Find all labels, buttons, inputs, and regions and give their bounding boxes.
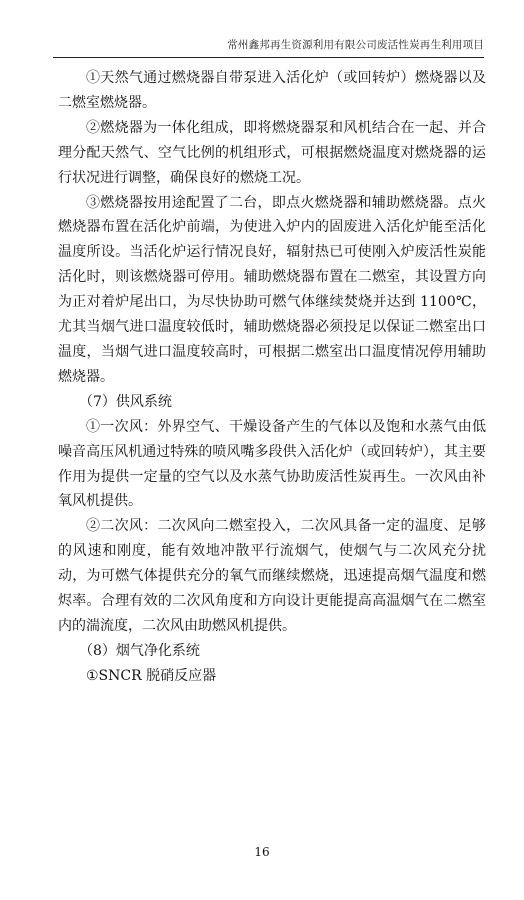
paragraph-secondary-air: ②二次风：二次风向二燃室投入，二次风具备一定的温度、足够的风速和刚度，能有效地冲散平行流烟气，使烟气与二次风充分扰动，为可燃气体提供充分的氧气而继续燃烧，迅速提高烟气温度和燃烬率。合理有效的二次风角度和方向设计更能提高高温烟气在二燃室内的湍流度，二次风由助燃风机提供。: [58, 518, 486, 634]
section-heading-flue-gas-cleaning: （8）烟气净化系统: [79, 642, 200, 659]
paragraph-sncr-reactor: ①SNCR 脱硝反应器: [86, 667, 217, 684]
paragraph-natural-gas-supply: ①天然气通过燃烧器自带泵进入活化炉（或回转炉）燃烧器以及二燃室燃烧器。: [58, 70, 486, 111]
paragraph-primary-air: ①一次风：外界空气、干燥设备产生的气体以及饱和水蒸气由低噪音高压风机通过特殊的喷风嘴多段供入活化炉（或回转炉），其主要作用为提供一定量的空气以及水蒸气协助废活性炭再生。一次风由补氧风机提供。: [58, 418, 486, 510]
paragraph-burner-integration: ②燃烧器为一体化组成，即将燃烧器泵和风机结合在一起、并合理分配天然气、空气比例的机组形式，可根据燃烧温度对燃烧器的运行状况进行调整，确保良好的燃烧工况。: [58, 119, 486, 186]
section-heading-air-supply: （7）供风系统: [79, 393, 172, 410]
page-number: 16: [254, 845, 270, 859]
page-header: 常州鑫邦再生资源利用有限公司废活性炭再生利用项目: [53, 37, 484, 58]
document-body: [58, 66, 486, 689]
paragraph-burner-configuration: ③燃烧器按用途配置了二台，即点火燃烧器和辅助燃烧器。点火燃烧器布置在活化炉前端，为使进入炉内的固废进入活化炉能至活化温度所设。当活化炉运行情况良好，辐射热已可使刚入炉废活性炭能活化时，则该燃烧器可停用。辅助燃烧器布置在二燃室，其设置方向为正对着炉尾出口，为尽快协助可燃气体继续焚烧并达到 1100℃，尤其当烟气进口温度较低时，辅助燃烧器必须投足以保证二燃室出口温度，当烟气进口温度较高时，可根据二燃室出口温度情况停用辅助燃烧器。: [58, 194, 486, 385]
